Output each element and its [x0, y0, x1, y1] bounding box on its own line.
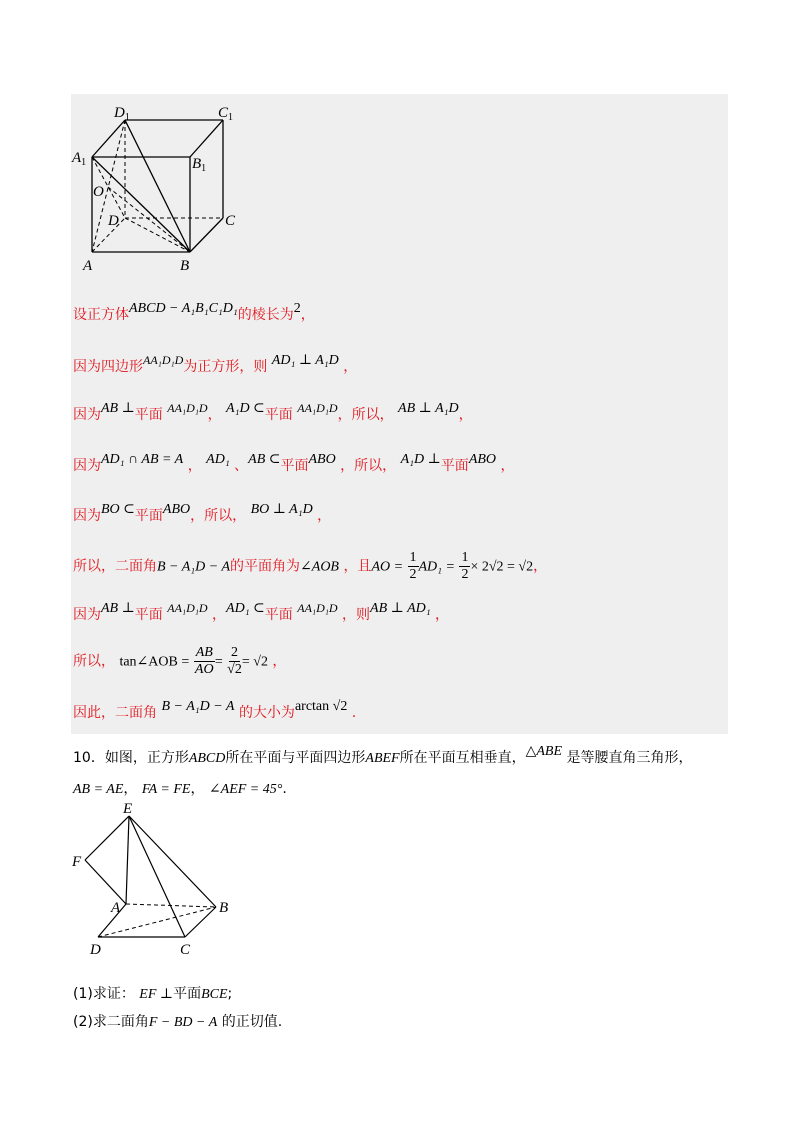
- sol-line-6: 所以，二面角B − A₁D − A的平面角为∠AOB ，且AO = $\frac{1}{2}$ AD₁ = $\frac{1}{2}$ × 2√2 = √2，: [73, 550, 548, 582]
- seg-d1b: [125, 120, 190, 252]
- sol-line-3: 因为AB ⊥平面 AA₁D₁D， A₁D ⊂平面 AA₁D₁D，所以， AB ⊥ A₁D，: [73, 401, 473, 423]
- seg-a1b: [92, 157, 190, 252]
- label-c: C: [180, 942, 191, 958]
- label-o: O: [93, 184, 104, 200]
- edge-ea: [126, 816, 129, 904]
- label-d: D: [108, 213, 119, 229]
- frac-half-1: $\frac{1}{2}$: [409, 550, 417, 582]
- sol-line-4: 因为AD₁ ∩ AB = A ， AD₁ 、AB ⊂平面ABO ，所以， A₁D ⊥平面ABO ，: [73, 452, 515, 474]
- frac-ab-ao: $\frac{AB}{AO}$: [194, 645, 214, 677]
- edge-bc: [190, 218, 223, 252]
- edge-ec: [129, 816, 185, 937]
- seg-db: [125, 218, 190, 252]
- cube-figure: [70, 100, 250, 275]
- label-d: D: [90, 942, 101, 958]
- label-c1: $C_1$: [218, 105, 234, 123]
- edge-a1d1: [92, 120, 125, 157]
- problem-10-line-2: AB = AE， FA = FE， ∠AEF = 45°.: [73, 781, 287, 797]
- edge-fa: [85, 860, 126, 904]
- label-c: C: [225, 213, 236, 229]
- edge-ef: [85, 816, 129, 860]
- seg-ob: [108, 187, 190, 252]
- sol-line-8: 所以， tan∠AOB = $\frac{AB}{AO}$ = $\frac{2}{√2}$ = √2 ，: [73, 645, 287, 677]
- sol-line-7: 因为AB ⊥平面 AA₁D₁D ，AD₁ ⊂平面 AA₁D₁D ，则AB ⊥ AD₁ ，: [73, 601, 450, 623]
- edge-b1c1: [190, 120, 223, 157]
- label-b: B: [180, 258, 190, 274]
- edge-cb: [185, 907, 216, 937]
- frac-half-2: $\frac{1}{2}$: [461, 550, 469, 582]
- label-f: F: [72, 854, 82, 870]
- label-a: A: [83, 258, 93, 274]
- edge-eb: [129, 816, 216, 907]
- sol-line-2: 因为四边形AA₁D₁D为正方形，则 AD₁ ⊥ A₁D ，: [73, 353, 358, 375]
- sol-line-9: 因此，二面角 B − A₁D − A 的大小为arctan √2 .: [73, 699, 357, 721]
- label-b1: $B_1$: [192, 156, 207, 174]
- problem-10-part-2: (2)求二面角F − BD − A 的正切值.: [73, 1014, 283, 1030]
- sol-line-1: 设正方体ABCD − A₁B₁C₁D₁的棱长为2，: [73, 301, 315, 323]
- frac-2-sqrt2: $\frac{2}{√2}$: [227, 645, 242, 677]
- sol-line-5: 因为BO ⊂平面ABO，所以， BO ⊥ A₁D ，: [73, 502, 332, 524]
- label-a: A: [111, 900, 121, 916]
- label-e: E: [123, 801, 133, 817]
- label-a1: $A_1$: [72, 150, 87, 168]
- problem-10-part-1: (1)求证： EF ⊥平面BCE;: [73, 986, 233, 1002]
- problem-10-line-1: 10．如图，正方形ABCD所在平面与平面四边形ABEF所在平面互相垂直，△ABE 是等腰直角三角形，: [73, 744, 693, 766]
- label-d1: $D_1$: [114, 105, 130, 123]
- pyramid-figure: [68, 800, 243, 960]
- label-b: B: [219, 900, 229, 916]
